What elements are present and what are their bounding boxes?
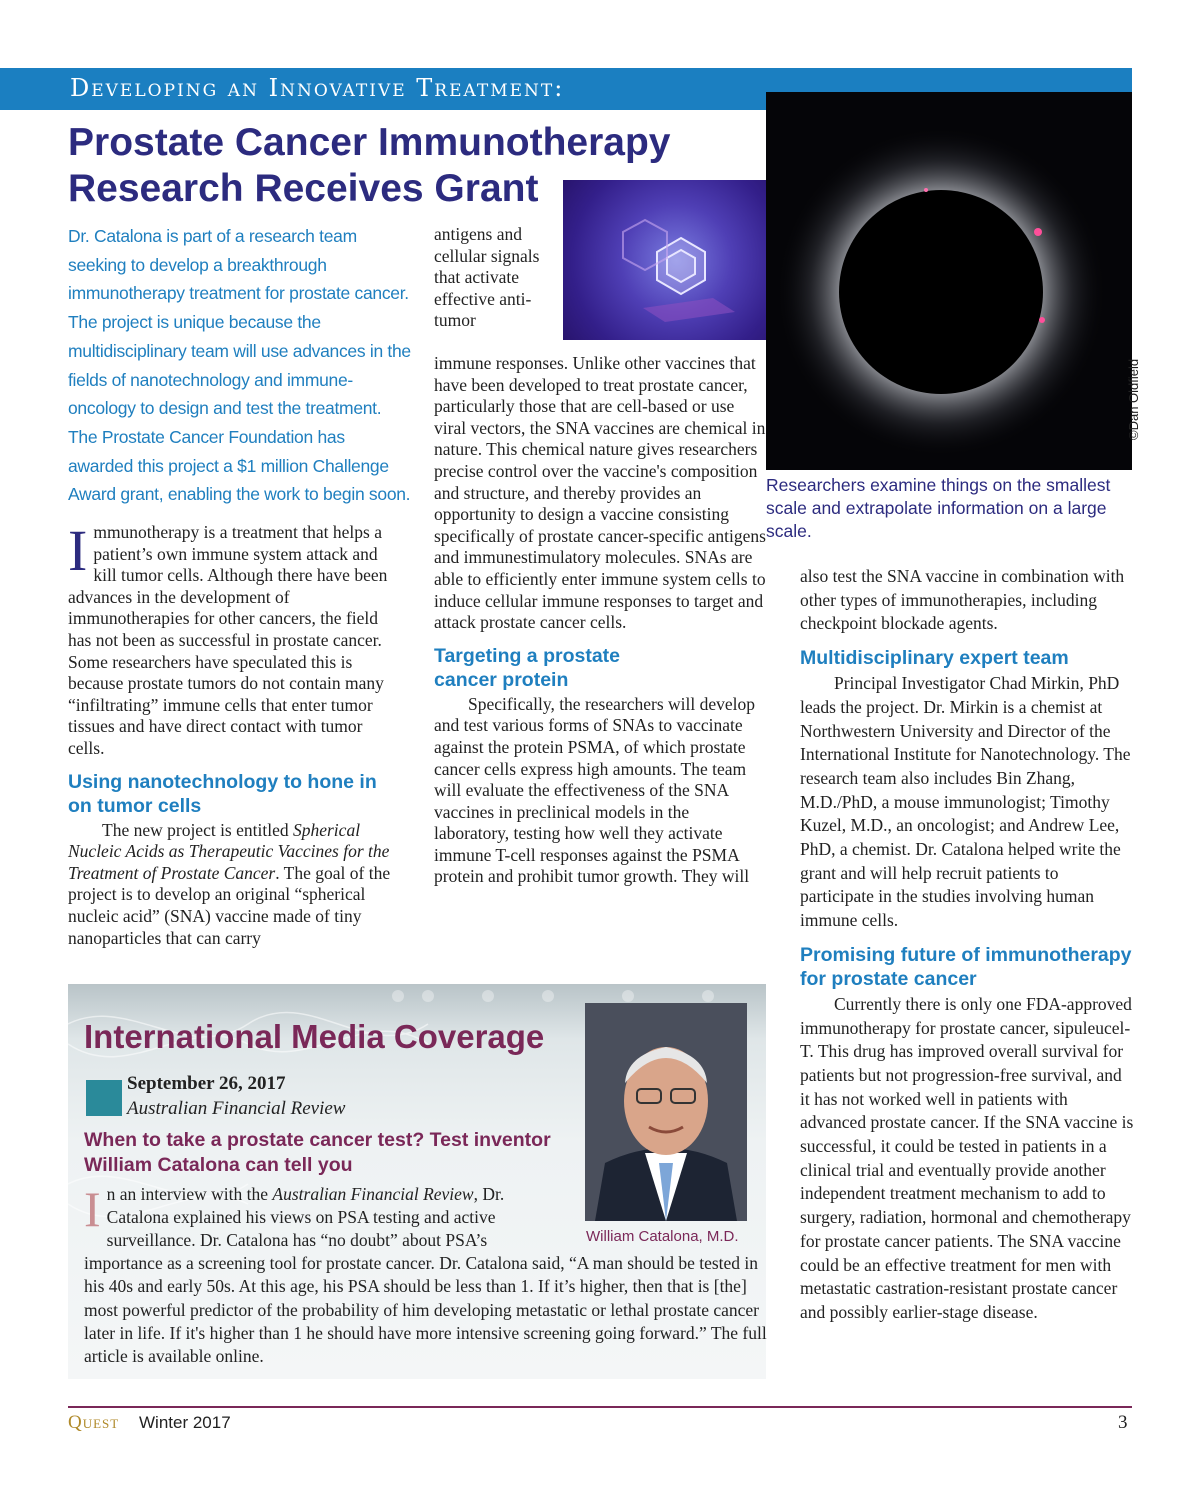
col1-paragraph-2: The new project is entitled Spherical Nucleic Acids as Therapeutic Vaccines for the Treatment of Prostate Cancer. The goal of the project is to develop an original “spherical nucleic acid” (SNA) vaccine made of tiny nanoparticles that can carry bbox=[68, 819, 391, 948]
media-body-2: importance as a screening tool for prostate cancer. Dr. Catalona said, “A man should be tested in his 40s and early 50s. At this age, his PSA should be less than 1. If it’s higher, then that is [the] most powerful predictor of the probability of him developing metastatic or lethal prostate cancer later in life. If it's higher than 1 he should have more intensive screening going forward.” The full article is available online. bbox=[84, 1253, 767, 1367]
footer-issue: Winter 2017 bbox=[139, 1413, 231, 1432]
subheading-nanotech: Using nanotechnology to hone in on tumor cells bbox=[68, 770, 377, 817]
publication-name: Australian Financial Review bbox=[272, 1184, 474, 1204]
snowflake-image bbox=[563, 180, 769, 340]
photo-caption: Researchers examine things on the smallest scale and extrapolate information on a large scale. bbox=[766, 475, 1111, 541]
subheading-targeting: Targeting a prostate cancer protein bbox=[434, 644, 621, 691]
media-date: September 26, 2017 bbox=[127, 1073, 286, 1094]
col2-paragraph-1-narrow: antigens and cellular signals that activate effective anti-tumor bbox=[434, 224, 540, 331]
media-body-1: In an interview with the Australian Financial Review, Dr. Catalona explained his views on PSA testing and active surveillance. Dr. Catalona has “no doubt” about PSA’s bbox=[84, 1181, 505, 1250]
footer-publication: Quest bbox=[68, 1412, 120, 1433]
media-source: Australian Financial Review bbox=[127, 1098, 346, 1119]
eclipse-image bbox=[766, 92, 1132, 470]
portrait-photo bbox=[585, 1003, 747, 1221]
page-number: 3 bbox=[1118, 1412, 1128, 1433]
column-3 bbox=[800, 565, 1134, 1325]
banner-title: Developing an Innovative Treatment: bbox=[70, 74, 565, 102]
photo-credit: ©Dan Oldfield bbox=[1126, 358, 1141, 440]
column-1 bbox=[68, 518, 398, 949]
teal-marker bbox=[86, 1080, 122, 1116]
dropcap: I bbox=[68, 518, 88, 583]
subheading-team: Multidisciplinary expert team bbox=[800, 647, 1069, 670]
media-coverage-title: International Media Coverage bbox=[84, 1018, 545, 1055]
article-headline: Prostate Cancer Immunotherapy Research Receives Grant bbox=[68, 121, 671, 210]
project-title: Spherical Nucleic Acids as Therapeutic Vaccines for the Treatment of Prostate Cancer bbox=[68, 819, 390, 883]
col3-paragraph-3: Currently there is only one FDA-approved immunotherapy for prostate cancer, sipuleucel-T. This drug has improved overall survival for patients but not progression-free survival, and it has not worked well in patients with advanced prostate cancer. If the SNA vaccine is successful, it could be tested in patients in a clinical trial and eventually provide another independent treatment mechanism to add to surgery, radiation, hormonal and chemotherapy for prostate cancer patients. The SNA vaccine could be an effective treatment for men with metastatic castration-resistant prostate cancer and possibly earlier-stage disease. bbox=[800, 993, 1134, 1322]
col3-paragraph-2: Principal Investigator Chad Mirkin, PhD leads the project. Dr. Mirkin is a chemist at Northwestern University and Director of the International Institute for Nanotechnology. The research team also includes Bin Zhang, M.D./PhD, a mouse immunologist; Timothy Kuzel, M.D., an oncologist; and Andrew Lee, PhD, a chemist. Dr. Catalona helped write the grant and will help recruit patients to participate in the studies involving human immune cells. bbox=[800, 673, 1131, 931]
article-intro: Dr. Catalona is part of a research team seeking to develop a breakthrough immunotherapy treatment for prostate cancer. The project is unique because the multidisciplinary team will use advances in the fields of nanotechnology and immune-oncology to design and test the treatment. The Prostate Cancer Foundation has awarded this project a $1 million Challenge Award grant, enabling the work to begin soon. bbox=[68, 226, 411, 505]
col3-paragraph-1: also test the SNA vaccine in combination with other types of immunotherapies, including checkpoint blockade agents. bbox=[800, 566, 1125, 634]
subheading-future: Promising future of immunotherapy for prostate cancer bbox=[800, 943, 1132, 990]
portrait-caption: William Catalona, M.D. bbox=[586, 1228, 739, 1245]
col2-paragraph-1: immune responses. Unlike other vaccines that have been developed to treat prostate cancer, particularly those that are cell-based or use viral vectors, the SNA vaccines are chemical in nature. This chemical nature gives researchers precise control over the vaccine's composition and structure, and thereby provides an opportunity to design a vaccine consisting specifically of prostate cancer-specific antigens and immunestimulatory molecules. SNAs are able to efficiently enter immune system cells to induce cellular immune responses to target and attack prostate cancer cells. bbox=[434, 353, 766, 633]
media-headline: When to take a prostate cancer test? Test inventor William Catalona can tell you bbox=[84, 1129, 551, 1176]
column-2 bbox=[434, 353, 768, 888]
col2-paragraph-2: Specifically, the researchers will develop and test various forms of SNAs to vaccinate against the protein PSMA, of which prostate cancer cells express high amounts. The team will evaluate the effectiveness of the SNA vaccines in preclinical models in the laboratory, testing how well they activate immune T-cell responses against the PSMA protein and prohibit tumor growth. They will bbox=[434, 693, 756, 887]
column-2-narrow bbox=[434, 224, 552, 332]
col1-paragraph-1: mmunotherapy is a treatment that helps a patient’s own immune system attack and kill tumor cells. Although there have been advances in the development of immunotherapies for other cancers, the field has not been as successful in prostate cancer. Some researchers have speculated this is because prostate tumors do not contain many “infiltrating” immune cells that enter tumor tissues and have direct contact with tumor cells. bbox=[68, 522, 388, 758]
media-dropcap: I bbox=[84, 1181, 101, 1237]
footer-rule bbox=[68, 1406, 1132, 1408]
